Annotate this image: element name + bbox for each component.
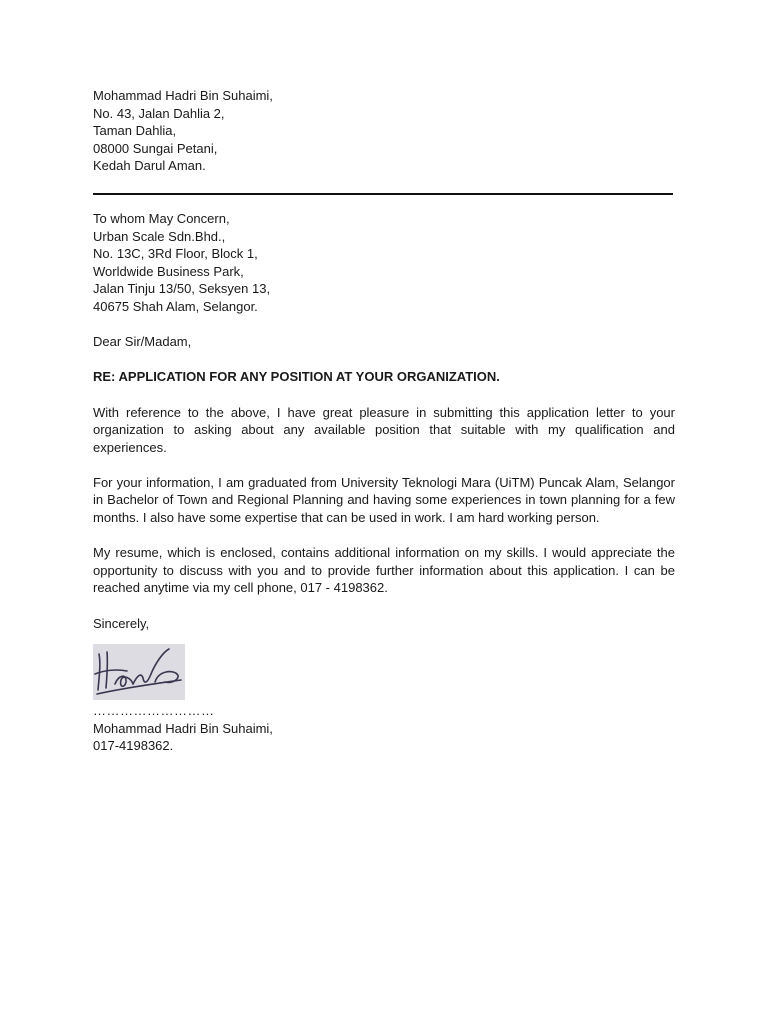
- sender-address-line: No. 43, Jalan Dahlia 2,: [93, 105, 225, 121]
- closing: Sincerely,: [93, 615, 150, 631]
- signature-scribble-icon: [93, 644, 185, 700]
- body-paragraph: With reference to the above, I have great pleasure in submitting this application letter to your organization to asking about any available position that suitable with my qualification and experiences.: [93, 404, 675, 455]
- recipient-address-line: Jalan Tinju 13/50, Seksyen 13,: [93, 281, 271, 297]
- recipient-address-line: 40675 Shah Alam, Selangor.: [93, 298, 258, 314]
- signature-image: [93, 644, 185, 700]
- sender-address-line: Mohammad Hadri Bin Suhaimi,: [93, 88, 273, 103]
- body-paragraph: My resume, which is enclosed, contains additional information on my skills. I would appreciate the opportunity to discuss with you and to provide further information about this application. I can be reached anytime via my cell phone, 017 - 4198362.: [93, 545, 675, 596]
- spacer: [93, 386, 675, 404]
- recipient-address: [93, 210, 675, 316]
- header-divider: [93, 193, 673, 195]
- recipient-address-line: Urban Scale Sdn.Bhd.,: [93, 228, 226, 244]
- salutation: Dear Sir/Madam,: [93, 334, 192, 350]
- sender-address-line: Kedah Darul Aman.: [93, 158, 206, 174]
- spacer: [93, 351, 675, 369]
- letter-page: [93, 87, 675, 755]
- recipient-address-line: No. 13C, 3Rd Floor, Block 1,: [93, 246, 258, 262]
- recipient-address-line: Worldwide Business Park,: [93, 263, 244, 279]
- sender-address-line: Taman Dahlia,: [93, 123, 177, 139]
- sender-address: [93, 87, 675, 175]
- body-paragraph: For your information, I am graduated from University Teknologi Mara (UiTM) Puncak Alam, Selangor in Bachelor of Town and Regional Planning and having some experiences in town planning for a few months. I also have some expertise that can be used in work. I am hard working person.: [93, 474, 675, 526]
- spacer: [93, 597, 675, 615]
- signature-name: Mohammad Hadri Bin Suhaimi,: [93, 720, 273, 736]
- recipient-address-line: To whom May Concern,: [93, 210, 230, 226]
- subject-line: RE: APPLICATION FOR ANY POSITION AT YOUR ORGANIZATION.: [93, 369, 500, 385]
- signature-dotted-line: ………………………: [93, 703, 215, 719]
- spacer: [93, 527, 675, 545]
- sender-address-line: 08000 Sungai Petani,: [93, 140, 218, 156]
- spacer: [93, 456, 675, 474]
- signature-phone: 017-4198362.: [93, 738, 174, 754]
- spacer: [93, 316, 675, 334]
